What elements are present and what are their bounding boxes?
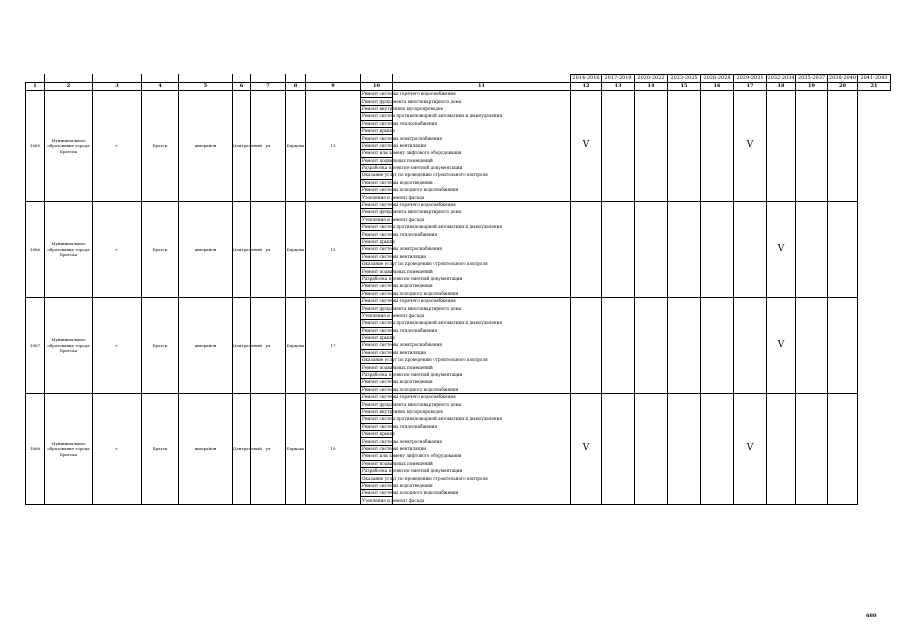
work-item: Ремонт фундамента многоквартирного дома [362,98,462,104]
column-number: 13 [602,83,635,91]
period-header: 2038-2040 [828,75,857,81]
work-item: Ремонт системы водоотведения [362,283,433,289]
work-item: Ремонт крыши [362,128,395,134]
record-street: Баркова [286,297,306,393]
work-item: Ремонт крыши [362,431,395,437]
period-header: 2029-2031 [734,75,767,83]
work-item: Разработка проектно-сметной документации [362,468,463,474]
column-number: 11 [393,83,571,91]
column-number: 2 [45,83,93,91]
column-number: 8 [286,83,306,91]
work-item: Ремонт фундамента многоквартирного дома [362,305,462,311]
column-number: 3 [93,83,142,91]
period-mark [828,394,858,505]
period-mark [701,394,734,505]
work-item: Оказание услуг по проведению строительного контроля [362,172,488,178]
record-house: 15 [306,201,361,297]
column-number: 9 [306,83,361,91]
record-no: 1886 [26,201,45,297]
record-district-type: жилрайон [179,201,233,297]
column-number: 7 [251,83,286,91]
column-number: 17 [734,83,767,91]
record-settlement-type: г. [93,297,142,393]
period-mark [602,394,635,505]
record-row [26,394,891,401]
record-city: Братск [142,201,179,297]
column-number: 21 [858,83,891,91]
work-item: Ремонт фундамента многоквартирного дома [362,209,462,215]
record-street-type: ул [251,201,286,297]
work-item: Разработка проектно-сметной документации [362,165,463,171]
period-mark [796,297,828,393]
record-no: 1888 [26,394,45,505]
work-item: Ремонт системы горячего водоснабжения [362,202,456,208]
work-item: Утепление и ремонт фасада [362,312,425,318]
record-street: Баркова [286,91,306,202]
period-mark [796,201,828,297]
work-item: Ремонт системы водоотведения [362,379,433,385]
record-district: Центральный [233,297,251,393]
period-header: 2035-2037 [796,75,828,83]
period-mark [571,201,602,297]
work-item: Ремонт подвальных помещений [362,460,433,466]
record-settlement-type: г. [93,91,142,202]
record-no: 1885 [26,91,45,202]
period-mark [767,91,796,202]
work-item: Ремонт крыши [362,335,395,341]
record-municipality: Муниципальное образование города Братска [45,201,93,297]
period-mark [635,297,668,393]
record-district-type: жилрайон [179,297,233,393]
period-mark [668,394,701,505]
record-no: 1887 [26,297,45,393]
work-item: Ремонт фундамента многоквартирного дома [362,401,462,407]
work-item: Ремонт крыши [362,239,395,244]
record-settlement-type: г. [93,201,142,297]
record-municipality: Муниципальное образование города Братска [45,394,93,505]
column-number: 6 [233,83,251,91]
page-number: 680 [866,613,877,619]
period-mark: V [767,297,796,393]
work-item: Ремонт системы холодного водоснабжения [362,386,459,392]
period-header-row [26,75,891,83]
work-item: Ремонт системы вентиляции [362,142,427,148]
record-street-type: ул [251,394,286,505]
work-item: Ремонт подвальных помещений [362,268,433,274]
period-mark [571,297,602,393]
work-item: Разработка проектно-сметной документации [362,372,463,378]
work-item: Ремонт системы электроснабжения [362,246,443,252]
record-district: Центральный [233,394,251,505]
period-header: 2014-2016 [572,75,600,81]
period-mark [701,201,734,297]
period-mark [828,91,858,202]
work-item: Ремонт внутренних мусоропроводов [362,408,443,414]
period-mark: V [571,394,602,505]
work-item: Ремонт систем противопожарной автоматики и дымоудаления [362,113,503,119]
work-item: Ремонт системы электроснабжения [362,135,443,141]
work-item: Ремонт системы теплоснабжения [362,423,438,429]
period-mark [602,297,635,393]
column-number: 5 [179,83,233,91]
work-item: Ремонт системы водоотведения [362,482,433,488]
record-municipality: Муниципальное образование города Братска [45,91,93,202]
work-item: Ремонт или замену лифтового оборудования [362,150,462,156]
record-district: Центральный [233,91,251,202]
record-street-type: ул [251,297,286,393]
record-city: Братск [142,394,179,505]
work-item: Ремонт или замену лифтового оборудования [362,453,462,459]
record-street-type: ул [251,91,286,202]
period-mark [767,394,796,505]
period-mark: V [571,91,602,202]
work-item: Ремонт подвальных помещений [362,364,433,370]
work-item: Ремонт системы холодного водоснабжения [362,490,459,496]
column-number: 15 [668,83,701,91]
record-house: 13 [306,91,361,202]
work-item: Ремонт системы теплоснабжения [362,327,438,333]
record-row [26,297,891,304]
column-number: 18 [767,83,796,91]
work-item: Ремонт системы холодного водоснабжения [362,187,459,193]
work-item: Утепление и ремонт фасада [362,216,425,222]
record-district: Центральный [233,201,251,297]
period-mark [828,201,858,297]
period-mark: V [734,394,767,505]
work-item: Оказание услуг по проведению строительного контроля [362,357,488,363]
period-header: 2026-2028 [701,75,734,83]
work-item: Ремонт подвальных помещений [362,157,433,163]
period-mark: V [767,201,796,297]
record-row [26,201,891,208]
column-number: 19 [796,83,828,91]
work-item: Оказание услуг по проведению строительного контроля [362,475,488,481]
work-item: Ремонт системы вентиляции [362,349,427,355]
column-number: 14 [635,83,668,91]
work-item: Утепление и ремонт фасада [362,194,425,200]
period-mark [734,201,767,297]
work-item: Ремонт системы горячего водоснабжения [362,298,456,304]
period-header: 2023-2025 [668,75,701,83]
period-mark: V [734,91,767,202]
period-mark [734,297,767,393]
column-number: 4 [142,83,179,91]
record-city: Братск [142,91,179,202]
period-mark [602,201,635,297]
work-item: Утепление и ремонт фасада [362,497,425,503]
work-item: Ремонт системы вентиляции [362,253,427,259]
work-item: Ремонт системы горячего водоснабжения [362,91,456,97]
record-district-type: жилрайон [179,394,233,505]
period-header: 2032-2034 [767,75,795,81]
record-house: 17 [306,297,361,393]
capital-repair-table [25,74,891,505]
period-mark [701,91,734,202]
period-mark [635,91,668,202]
work-item: Ремонт системы электроснабжения [362,342,443,348]
column-number: 1 [26,83,45,91]
column-number: 10 [361,83,393,91]
period-mark [796,91,828,202]
period-mark [668,91,701,202]
work-item: Ремонт системы вентиляции [362,445,427,451]
column-number: 20 [828,83,858,91]
work-item: Ремонт системы холодного водоснабжения [362,290,459,296]
work-item: Ремонт системы теплоснабжения [362,120,438,126]
period-header: 2041-2043 [858,75,891,83]
period-mark [635,394,668,505]
period-header: 2020-2022 [635,75,668,83]
work-item: Ремонт системы электроснабжения [362,438,443,444]
record-street: Баркова [286,201,306,297]
column-number: 16 [701,83,734,91]
work-item: Ремонт системы водоотведения [362,179,433,185]
period-mark [668,201,701,297]
record-settlement-type: г. [93,394,142,505]
period-mark [701,297,734,393]
column-number-row [26,83,891,91]
column-number: 12 [571,83,602,91]
work-item: Оказание услуг по проведению строительного контроля [362,261,488,267]
record-row [26,91,891,98]
record-city: Братск [142,297,179,393]
work-item: Ремонт систем противопожарной автоматики и дымоудаления [362,320,503,326]
work-item: Разработка проектно-сметной документации [362,275,463,281]
period-mark [668,297,701,393]
period-header: 2017-2019 [602,75,635,83]
period-mark [796,394,828,505]
work-item: Ремонт системы теплоснабжения [362,231,438,237]
period-mark [602,91,635,202]
period-mark [635,201,668,297]
record-district-type: жилрайон [179,91,233,202]
period-mark [828,297,858,393]
record-house: 19 [306,394,361,505]
work-item: Ремонт внутренних мусоропроводов [362,105,443,111]
work-item: Ремонт системы горячего водоснабжения [362,394,456,400]
record-municipality: Муниципальное образование города Братска [45,297,93,393]
work-item: Ремонт систем противопожарной автоматики и дымоудаления [362,224,503,230]
record-street: Баркова [286,394,306,505]
work-item: Ремонт систем противопожарной автоматики и дымоудаления [362,416,503,422]
